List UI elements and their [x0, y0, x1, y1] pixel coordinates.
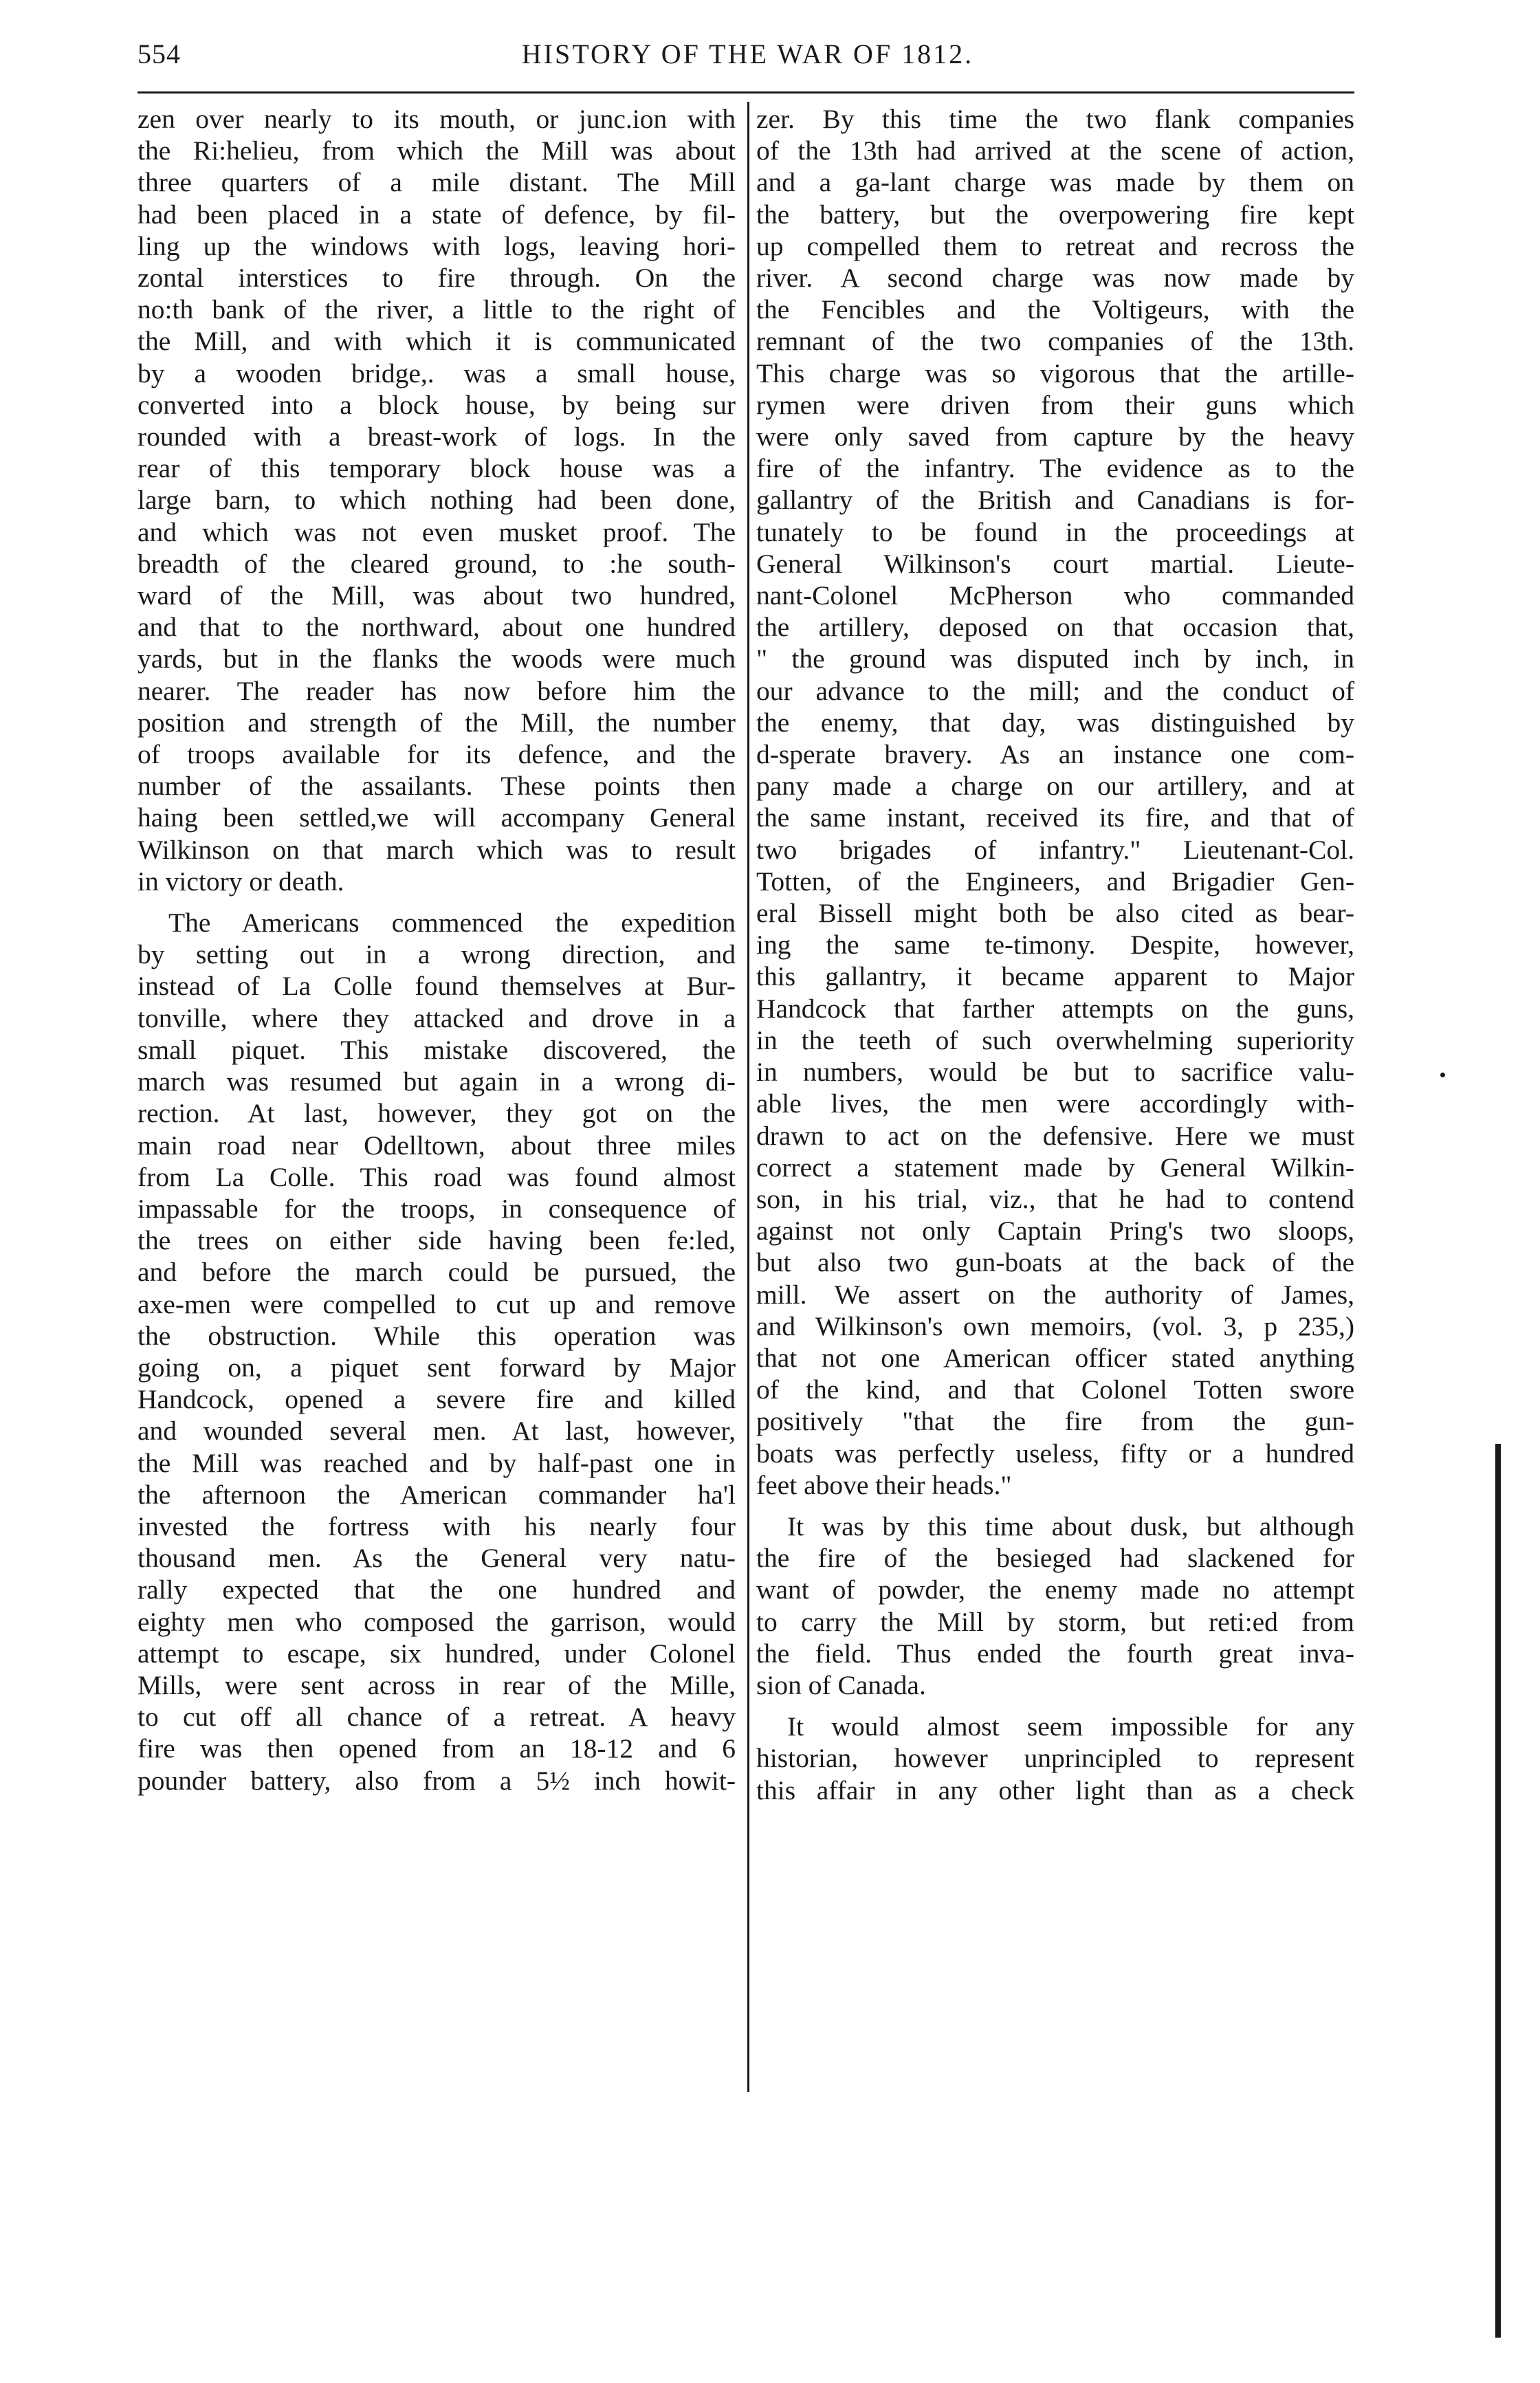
text-line: fire was then opened from an 18-12 and 6: [138, 1733, 736, 1764]
text-line: positively "that the fire from the gun-: [756, 1406, 1354, 1437]
text-line: fire of the infantry. The evidence as to the: [756, 453, 1354, 484]
text-line: d-sperate bravery. As an instance one com-: [756, 739, 1354, 770]
text-line: haing been settled,we will accompany General: [138, 802, 736, 833]
text-line: the fire of the besieged had slackened for: [756, 1543, 1354, 1574]
text-line: nant-Colonel McPherson who commanded: [756, 580, 1354, 611]
text-line: by a wooden bridge,. was a small house,: [138, 358, 736, 388]
text-line: main road near Odelltown, about three miles: [138, 1130, 736, 1161]
text-line: by setting out in a wrong direction, and: [138, 939, 736, 970]
text-line: the field. Thus ended the fourth great inva-: [756, 1638, 1354, 1669]
text-line: General Wilkinson's court martial. Lieute-: [756, 548, 1354, 579]
running-head: HISTORY OF THE WAR OF 1812.: [521, 39, 974, 69]
scan-edge-mark: [1495, 1444, 1501, 2338]
text-line: from La Colle. This road was found almost: [138, 1161, 736, 1192]
text-line: axe-men were compelled to cut up and remove: [138, 1288, 736, 1319]
text-line: rally expected that the one hundred and: [138, 1574, 736, 1605]
text-line: historian, however unprincipled to represent: [756, 1743, 1354, 1774]
text-line: This charge was so vigorous that the artille-: [756, 358, 1354, 388]
text-line: three quarters of a mile distant. The Mill: [138, 167, 736, 198]
text-line: tonville, where they attacked and drove in a: [138, 1002, 736, 1033]
text-line: and which was not even musket proof. The: [138, 516, 736, 547]
text-line: breadth of the cleared ground, to :he south-: [138, 548, 736, 579]
text-line: pany made a charge on our artillery, and at: [756, 771, 1354, 802]
left-text-column: [138, 103, 736, 1797]
text-line: the Mill, and with which it is communicated: [138, 326, 736, 357]
text-line: ing the same te-timony. Despite, however,: [756, 930, 1354, 960]
text-line: had been placed in a state of defence, by fil-: [138, 199, 736, 230]
text-line: river. A second charge was now made by: [756, 263, 1354, 294]
text-line: It was by this time about dusk, but although: [787, 1511, 1354, 1541]
text-line: two brigades of infantry." Lieutenant-Col.: [756, 834, 1354, 865]
text-line: It would almost seem impossible for any: [787, 1711, 1354, 1742]
text-line: son, in his trial, viz., that he had to contend: [756, 1183, 1354, 1214]
text-line: remnant of the two companies of the 13th.: [756, 326, 1354, 357]
text-line: the obstruction. While this operation was: [138, 1320, 736, 1351]
text-line: the artillery, deposed on that occasion that,: [756, 612, 1354, 643]
text-line: the battery, but the overpowering fire kept: [756, 199, 1354, 230]
text-line: to carry the Mill by storm, but reti:ed from: [756, 1606, 1354, 1637]
text-line: want of powder, the enemy made no attempt: [756, 1574, 1354, 1605]
text-line: going on, a piquet sent forward by Major: [138, 1352, 736, 1383]
text-line: Wilkinson on that march which was to result: [138, 834, 736, 865]
text-line: and wounded several men. At last, however,: [138, 1416, 736, 1447]
column-divider: [747, 102, 749, 2092]
text-line: Totten, of the Engineers, and Brigadier Gen-: [756, 866, 1354, 897]
text-line: impassable for the troops, in consequence of: [138, 1193, 736, 1224]
text-line: nearer. The reader has now before him the: [138, 675, 736, 706]
text-line: attempt to escape, six hundred, under Colonel: [138, 1638, 736, 1669]
text-line: rounded with a breast-work of logs. In the: [138, 421, 736, 452]
text-line: our advance to the mill; and the conduct of: [756, 675, 1354, 706]
text-line: number of the assailants. These points then: [138, 771, 736, 802]
text-line: tunately to be found in the proceedings at: [756, 516, 1354, 547]
text-line: of the kind, and that Colonel Totten swore: [756, 1374, 1354, 1405]
text-line: to cut off all chance of a retreat. A heavy: [138, 1702, 736, 1733]
text-line: in the teeth of such overwhelming superiority: [756, 1024, 1354, 1055]
text-line: pounder battery, also from a 5½ inch howit-: [138, 1765, 736, 1796]
text-line: able lives, the men were accordingly with-: [756, 1088, 1354, 1119]
text-line: mill. We assert on the authority of James,: [756, 1279, 1354, 1310]
text-line: correct a statement made by General Wilkin-: [756, 1152, 1354, 1183]
text-line: Handcock that farther attempts on the guns,: [756, 993, 1354, 1024]
text-line: were only saved from capture by the heavy: [756, 421, 1354, 452]
text-line: no:th bank of the river, a little to the right of: [138, 294, 736, 325]
text-line: zer. By this time the two flank companies: [756, 104, 1354, 134]
text-line: this gallantry, it became apparent to Major: [756, 961, 1354, 992]
text-line: but also two gun-boats at the back of the: [756, 1247, 1354, 1278]
text-line: the Mill was reached and by half-past one in: [138, 1447, 736, 1478]
text-line: yards, but in the flanks the woods were much: [138, 644, 736, 674]
text-line: of the 13th had arrived at the scene of action,: [756, 135, 1354, 166]
text-line: zontal interstices to fire through. On the: [138, 263, 736, 294]
text-line: " the ground was disputed inch by inch, in: [756, 644, 1354, 674]
text-line: in numbers, would be but to sacrifice valu-: [756, 1057, 1354, 1088]
text-line: the Fencibles and the Voltigeurs, with the: [756, 294, 1354, 325]
text-line: boats was perfectly useless, fifty or a hundred: [756, 1438, 1354, 1469]
margin-speck: [1440, 1073, 1445, 1077]
text-line: and Wilkinson's own memoirs, (vol. 3, p 235,): [756, 1310, 1354, 1341]
text-line: march was resumed but again in a wrong di-: [138, 1066, 736, 1097]
text-line: up compelled them to retreat and recross the: [756, 230, 1354, 261]
text-line: large barn, to which nothing had been done,: [138, 485, 736, 516]
text-line: against not only Captain Pring's two sloops,: [756, 1216, 1354, 1247]
text-line: ward of the Mill, was about two hundred,: [138, 580, 736, 611]
text-line: the same instant, received its fire, and that of: [756, 802, 1354, 833]
text-line: zen over nearly to its mouth, or junc.ion with: [138, 104, 736, 134]
text-line: The Americans commenced the expedition: [168, 908, 736, 938]
text-line: the enemy, that day, was distinguished by: [756, 707, 1354, 738]
text-line: feet above their heads.": [756, 1469, 1012, 1500]
text-line: the trees on either side having been fe:led,: [138, 1225, 736, 1256]
text-line: rection. At last, however, they got on the: [138, 1098, 736, 1129]
page-number: 554: [138, 39, 181, 69]
text-line: of troops available for its defence, and the: [138, 739, 736, 770]
text-line: eral Bissell might both be also cited as bear-: [756, 898, 1354, 929]
text-line: and that to the northward, about one hundred: [138, 612, 736, 643]
text-line: the afternoon the American commander ha'l: [138, 1479, 736, 1510]
text-line: instead of La Colle found themselves at Bur-: [138, 971, 736, 1002]
header-rule: [138, 91, 1354, 94]
text-line: the Ri:helieu, from which the Mill was about: [138, 135, 736, 166]
text-line: rear of this temporary block house was a: [138, 453, 736, 484]
text-line: position and strength of the Mill, the number: [138, 707, 736, 738]
text-line: rymen were driven from their guns which: [756, 389, 1354, 420]
text-line: and a ga-lant charge was made by them on: [756, 167, 1354, 198]
text-line: invested the fortress with his nearly four: [138, 1511, 736, 1541]
text-line: this affair in any other light than as a check: [756, 1775, 1354, 1805]
text-line: converted into a block house, by being sur: [138, 389, 736, 420]
text-line: Mills, were sent across in rear of the Mille,: [138, 1669, 736, 1700]
right-text-column: [756, 103, 1354, 1806]
text-line: that not one American officer stated anything: [756, 1342, 1354, 1373]
page-header: [138, 38, 1358, 93]
text-line: ling up the windows with logs, leaving hori-: [138, 230, 736, 261]
text-line: Handcock, opened a severe fire and killed: [138, 1384, 736, 1415]
text-line: thousand men. As the General very natu-: [138, 1543, 736, 1574]
text-line: in victory or death.: [138, 866, 344, 897]
text-line: sion of Canada.: [756, 1669, 926, 1700]
text-line: drawn to act on the defensive. Here we must: [756, 1120, 1354, 1151]
text-line: gallantry of the British and Canadians is for-: [756, 485, 1354, 516]
text-line: eighty men who composed the garrison, would: [138, 1606, 736, 1637]
text-line: and before the march could be pursued, the: [138, 1257, 736, 1288]
text-line: small piquet. This mistake discovered, the: [138, 1034, 736, 1065]
